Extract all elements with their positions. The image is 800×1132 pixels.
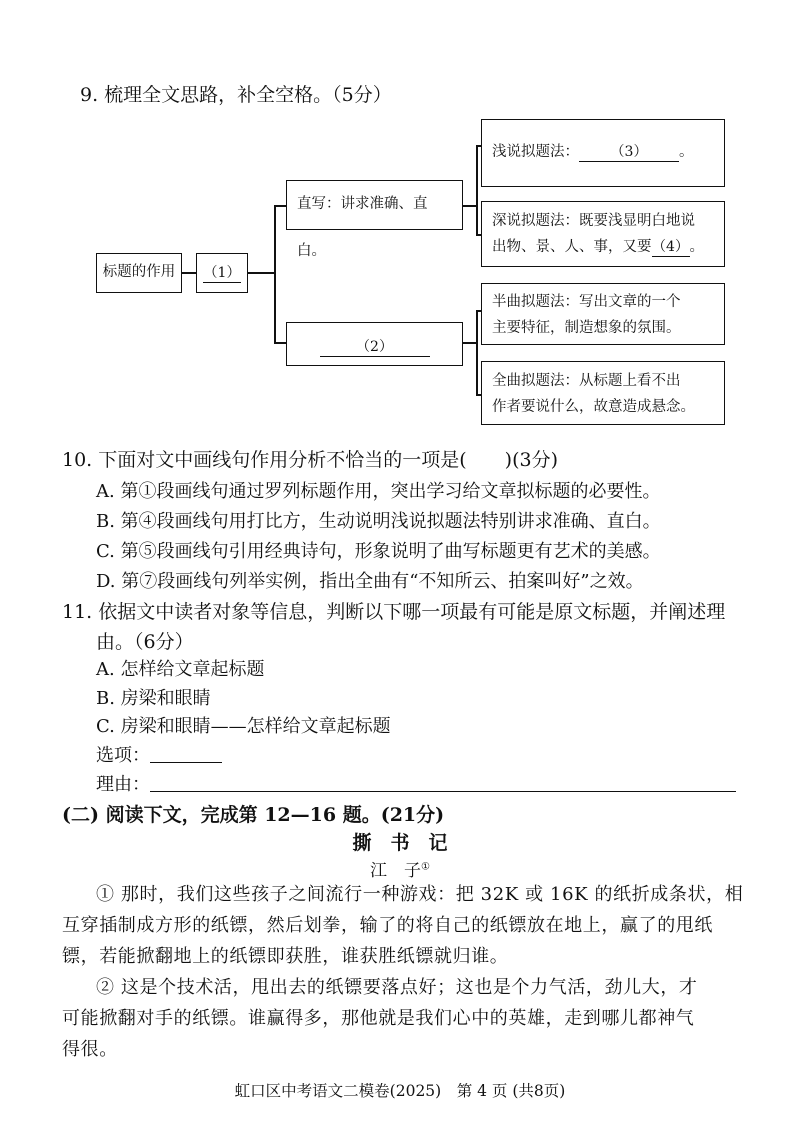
- author-name: 江 子: [370, 861, 422, 881]
- deep-line1: 深说拟题法：既要浅显明白地说: [492, 213, 695, 229]
- connector: [274, 342, 286, 344]
- q11-stem-line2: 由。（6分）: [96, 631, 194, 653]
- para2-line2: 可能掀翻对手的纸镖。谁赢得多，那他就是我们心中的英雄，走到哪儿都神气: [62, 1008, 695, 1029]
- q10-option-a[interactable]: A. 第①段画线句通过罗列标题作用，突出学习给文章拟标题的必要性。: [96, 481, 661, 502]
- q10-stem: 10. 下面对文中画线句作用分析不恰当的一项是( )(3分): [62, 449, 558, 471]
- full-curve-box: [481, 361, 725, 425]
- q11-choice-label: 选项：: [96, 745, 150, 766]
- q11-reason-blank[interactable]: [150, 791, 736, 792]
- para1-line2: 互穿插制成方形的纸镖，然后划拳，输了的将自己的纸镖放在地上，赢了的甩纸: [62, 915, 713, 936]
- q10-option-b[interactable]: B. 第④段画线句用打比方，生动说明浅说拟题法特别讲求准确、直白。: [96, 511, 661, 532]
- blank3[interactable]: （3）: [579, 143, 679, 162]
- root-label: 标题的作用: [102, 264, 176, 280]
- connector: [462, 342, 477, 344]
- para1-line1: ① 那时，我们这些孩子之间流行一种游戏：把 32K 或 16K 的纸折成条状，相: [96, 884, 744, 905]
- direct-label: 直写：讲求准确、直白。: [297, 196, 428, 259]
- half-line1: 半曲拟题法：写出文章的一个: [492, 294, 681, 310]
- connector: [476, 145, 478, 235]
- q11-option-c[interactable]: C. 房梁和眼睛——怎样给文章起标题: [96, 716, 391, 737]
- q11-option-a[interactable]: A. 怎样给文章起标题: [96, 659, 265, 680]
- full-line2: 作者要说什么，故意造成悬念。: [492, 399, 695, 415]
- article-title: 撕 书 记: [352, 832, 448, 854]
- page-footer: 虹口区中考语文二模卷(2025) 第 4 页 (共8页): [234, 1082, 566, 1100]
- deep-suffix: 。: [689, 239, 704, 255]
- section2-heading: (二) 阅读下文，完成第 12—16 题。(21分): [62, 804, 445, 826]
- shallow-suffix: 。: [679, 144, 694, 160]
- blank4[interactable]: （4）: [652, 239, 689, 255]
- q11-option-b[interactable]: B. 房梁和眼睛: [96, 688, 211, 709]
- connector: [274, 205, 276, 343]
- deep-box: [481, 201, 725, 267]
- q11-stem-line1: 11. 依据文中读者对象等信息，判断以下哪一项最有可能是原文标题，并阐述理: [62, 601, 726, 623]
- deep-line2: 出物、景、人、事，又要: [492, 239, 652, 255]
- connector: [247, 272, 275, 274]
- para1-line3: 镖，若能掀翻地上的纸镖即获胜，谁获胜纸镖就归谁。: [62, 946, 509, 967]
- para2-line3: 得很。: [62, 1039, 118, 1060]
- q11-choice-blank[interactable]: [150, 762, 222, 763]
- blank2-box: [286, 322, 463, 366]
- shallow-box: [481, 119, 725, 187]
- para2-line1: ② 这是个技术活，甩出去的纸镖要落点好；这也是个力气活，劲儿大，才: [96, 977, 698, 998]
- root-box: [96, 253, 182, 293]
- shallow-label: 浅说拟题法：: [492, 144, 579, 160]
- connector: [274, 205, 286, 207]
- author-footnote-mark: ①: [421, 861, 430, 873]
- q9-title: 9. 梳理全文思路，补全空格。（5分）: [80, 84, 392, 106]
- half-curve-box: [481, 283, 725, 345]
- direct-box: [286, 180, 463, 259]
- connector: [181, 272, 197, 274]
- half-line2: 主要特征，制造想象的氛围。: [492, 320, 681, 336]
- connector: [476, 310, 478, 395]
- q10-option-d[interactable]: D. 第⑦段画线句列举实例，指出全曲有“不知所云、拍案叫好”之效。: [96, 571, 644, 592]
- blank1-box: [196, 253, 248, 293]
- q10-option-c[interactable]: C. 第⑤段画线句引用经典诗句，形象说明了曲写标题更有艺术的美感。: [96, 541, 661, 562]
- q11-reason-label: 理由：: [96, 774, 150, 795]
- blank1[interactable]: （1）: [203, 262, 241, 283]
- connector: [462, 205, 477, 207]
- article-author: [0, 856, 800, 881]
- full-line1: 全曲拟题法：从标题上看不出: [492, 373, 681, 389]
- blank2[interactable]: （2）: [320, 336, 430, 357]
